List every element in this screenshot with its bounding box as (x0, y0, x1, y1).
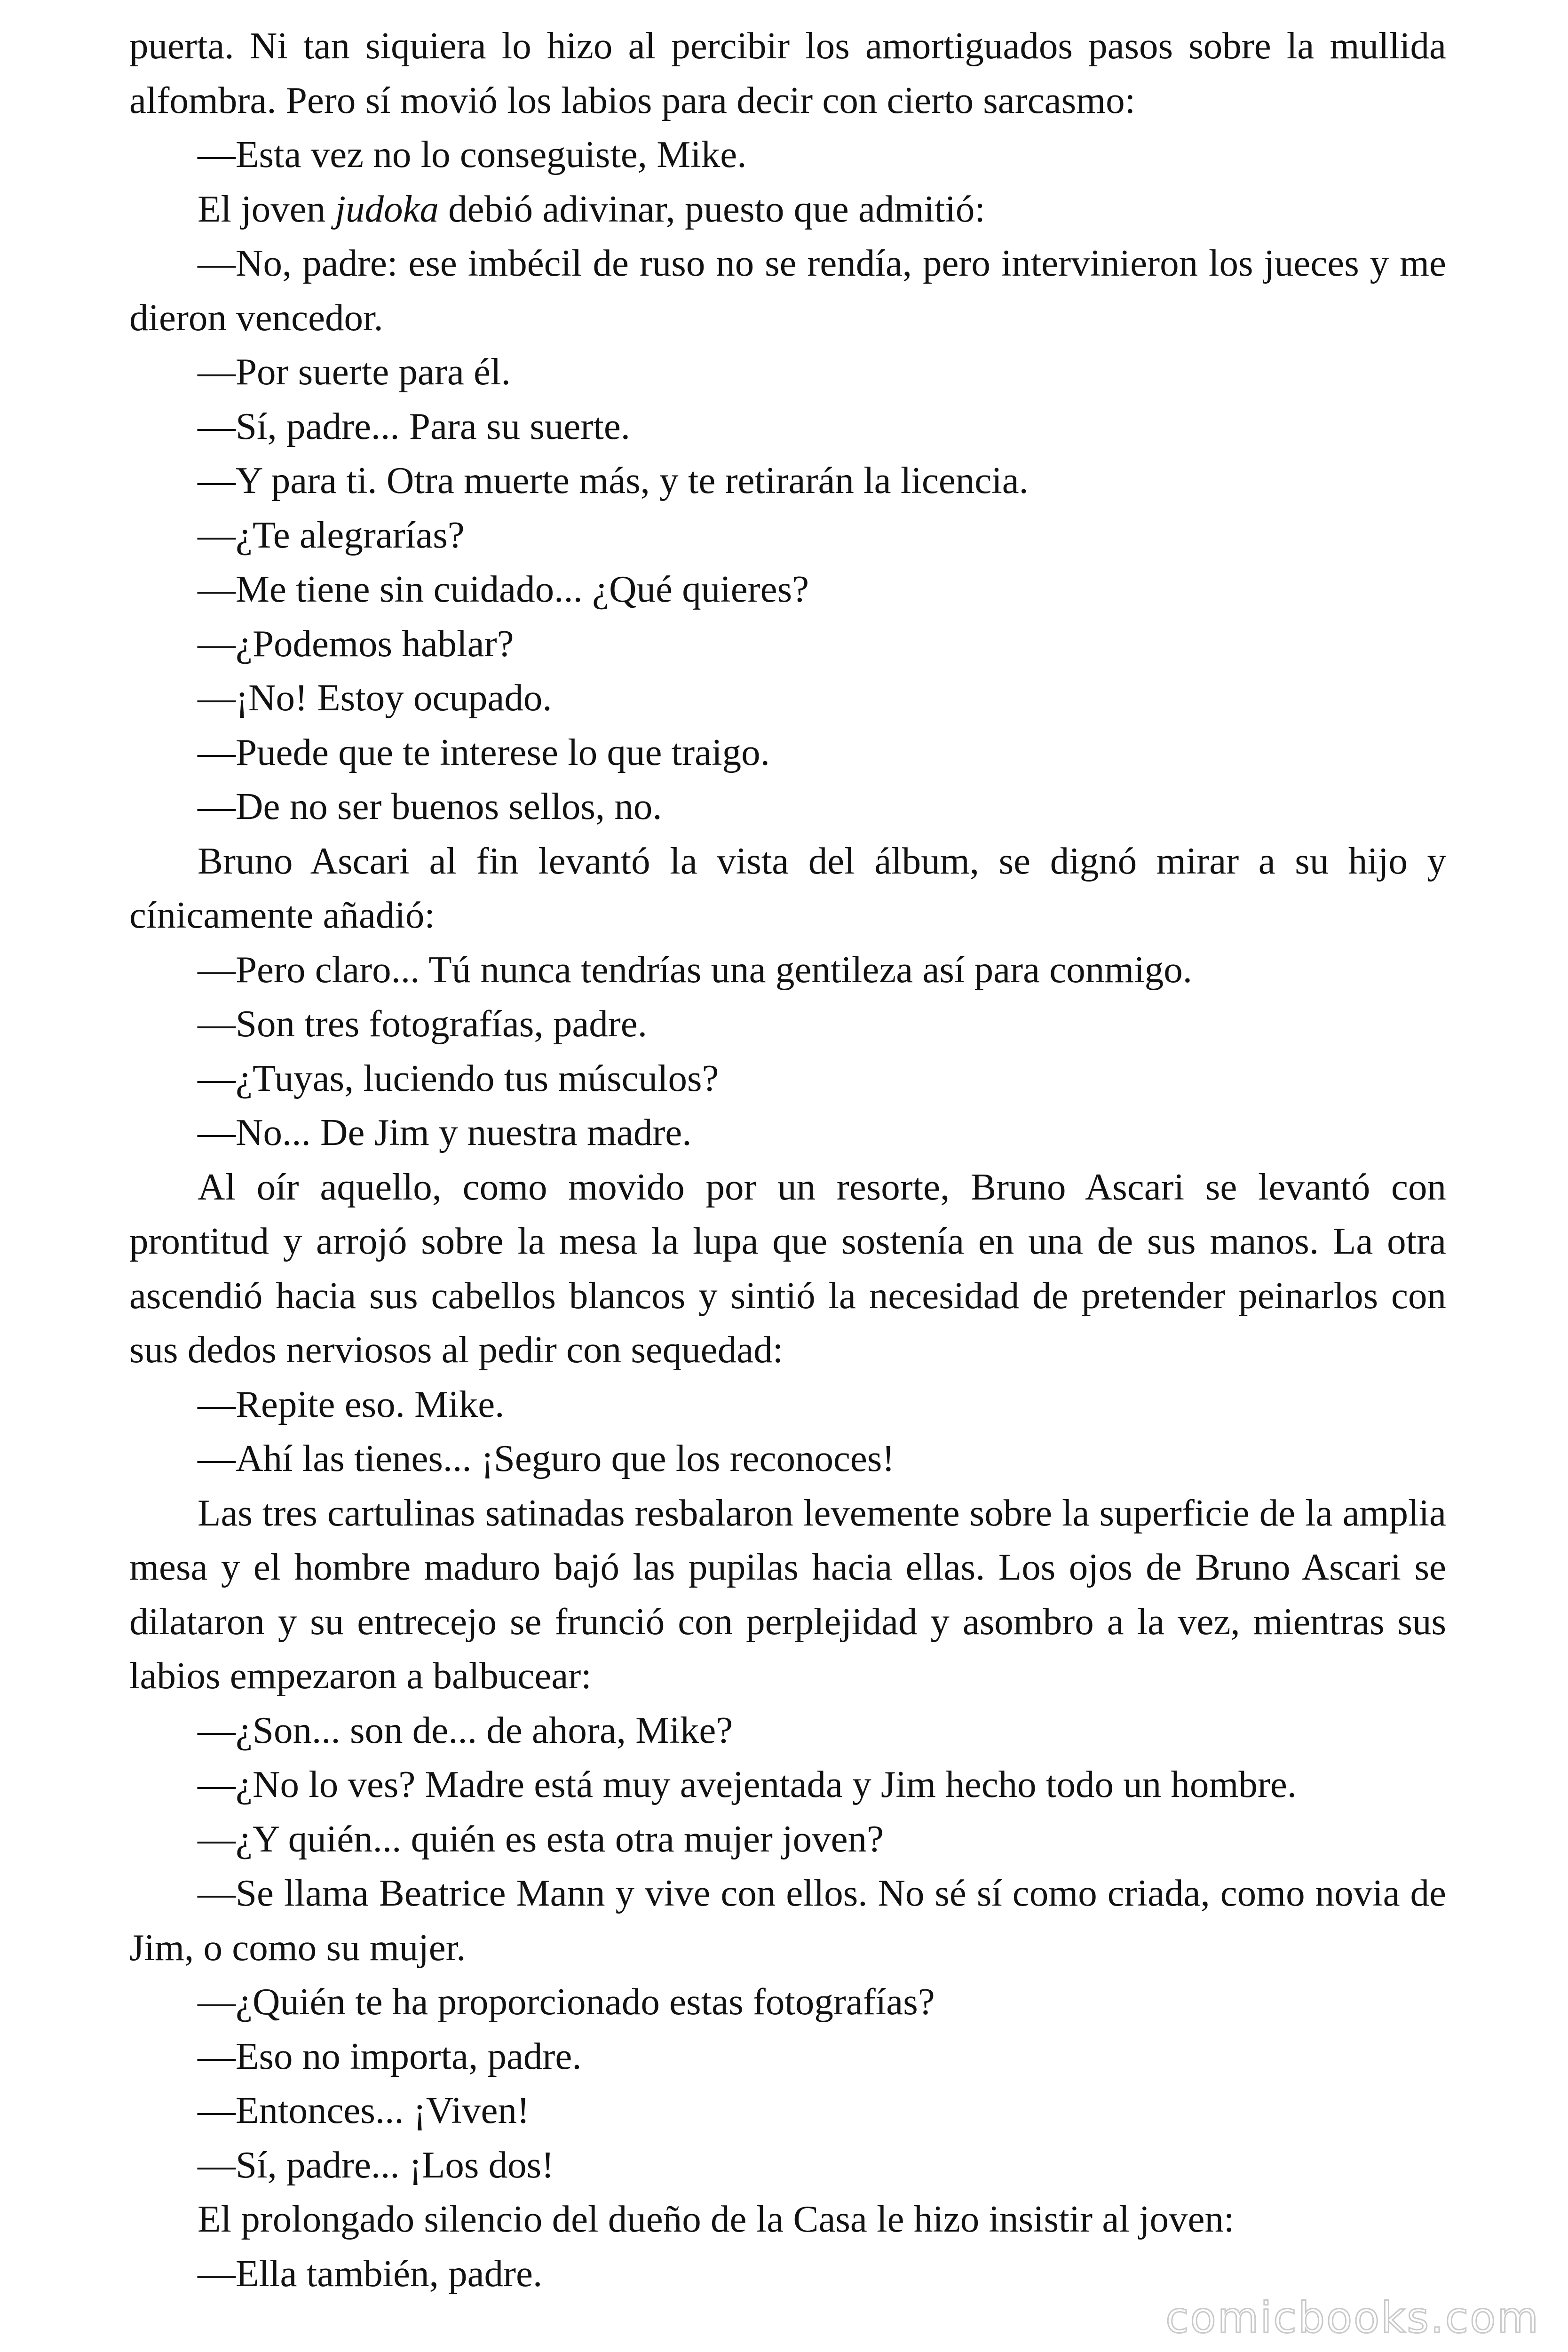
text-run: —Esta vez no lo conseguiste, Mike. (198, 133, 747, 175)
text-run: —¿Quién te ha proporcionado estas fotografías? (198, 1980, 935, 2023)
paragraph (129, 1866, 1446, 1975)
text-run: —Ahí las tienes... ¡Seguro que los reconoces! (198, 1437, 895, 1479)
text-run: Bruno Ascari al fin levantó la vista del álbum, se dignó mirar a su hijo y cínicamente añadió: (129, 839, 1446, 936)
paragraph (129, 779, 1446, 834)
text-run: —Sí, padre... ¡Los dos! (198, 2143, 554, 2186)
paragraph (129, 508, 1446, 563)
paragraph (129, 399, 1446, 454)
paragraph (129, 671, 1446, 725)
text-run: —¿Te alegrarías? (198, 513, 465, 556)
book-page-text (129, 19, 1446, 2301)
text-run: —¿Tuyas, luciendo tus músculos? (198, 1057, 719, 1099)
text-run: —Eso no importa, padre. (198, 2034, 582, 2077)
text-run: El joven (198, 187, 335, 230)
text-run: —Puede que te interese lo que traigo. (198, 731, 770, 773)
italic-text: judoka (335, 187, 439, 230)
text-run: —Pero claro... Tú nunca tendrías una gentileza así para conmigo. (198, 948, 1193, 991)
paragraph (129, 1051, 1446, 1106)
paragraph (129, 2083, 1446, 2138)
text-run: —Me tiene sin cuidado... ¿Qué quieres? (198, 568, 809, 610)
paragraph (129, 943, 1446, 997)
paragraph (129, 2247, 1446, 2301)
paragraph (129, 2029, 1446, 2084)
paragraph (129, 182, 1446, 237)
text-run: —No, padre: ese imbécil de ruso no se rendía, pero intervinieron los jueces y me dieron vencedor. (129, 242, 1446, 339)
text-run: —No... De Jim y nuestra madre. (198, 1111, 692, 1153)
paragraph (129, 127, 1446, 182)
text-run: El prolongado silencio del dueño de la Casa le hizo insistir al joven: (198, 2198, 1235, 2240)
text-run: —Y para ti. Otra muerte más, y te retirarán la licencia. (198, 459, 1029, 501)
text-run: —Son tres fotografías, padre. (198, 1002, 647, 1045)
paragraph (129, 19, 1446, 127)
paragraph (129, 1703, 1446, 1758)
paragraph (129, 1975, 1446, 2029)
paragraph (129, 1105, 1446, 1160)
paragraph (129, 345, 1446, 399)
text-run: —Se llama Beatrice Mann y vive con ellos. No sé sí como criada, como novia de Jim, o como su mujer. (129, 1872, 1446, 1969)
paragraph (129, 453, 1446, 508)
text-run: —¿Y quién... quién es esta otra mujer joven? (198, 1817, 884, 1860)
text-run: puerta. Ni tan siquiera lo hizo al percibir los amortiguados pasos sobre la mullida alfombra. Pero sí movió los labios para decir con cierto sarcasmo: (129, 24, 1446, 121)
text-run: —¿Podemos hablar? (198, 622, 514, 665)
text-run: Al oír aquello, como movido por un resorte, Bruno Ascari se levantó con prontitud y arrojó sobre la mesa la lupa que sostenía en una de sus manos. La otra ascendió hacia sus cabellos blancos y sintió la necesidad de pretender peinarlos con sus dedos nerviosos al pedir con sequedad: (129, 1165, 1446, 1371)
paragraph (129, 1160, 1446, 1377)
text-run: Las tres cartulinas satinadas resbalaron levemente sobre la superficie de la amplia mesa y el hombre maduro bajó las pupilas hacia ellas. Los ojos de Bruno Ascari se dilataron y su entrecejo se frunció con perplejidad y asombro a la vez, mientras sus labios empezaron a balbucear: (129, 1491, 1446, 1697)
paragraph (129, 2192, 1446, 2247)
text-run: —¡No! Estoy ocupado. (198, 676, 552, 719)
text-run: —¿Son... son de... de ahora, Mike? (198, 1708, 733, 1751)
paragraph (129, 617, 1446, 671)
paragraph (129, 1377, 1446, 1432)
text-run: —Por suerte para él. (198, 350, 511, 393)
paragraph (129, 1757, 1446, 1812)
text-run: —¿No lo ves? Madre está muy avejentada y Jim hecho todo un hombre. (198, 1763, 1297, 1805)
watermark: comicbooks.com (1165, 2293, 1540, 2343)
paragraph (129, 725, 1446, 780)
paragraph (129, 562, 1446, 617)
text-run: —Repite eso. Mike. (198, 1383, 505, 1425)
paragraph (129, 1812, 1446, 1867)
text-run: —De no ser buenos sellos, no. (198, 785, 662, 827)
paragraph (129, 834, 1446, 943)
text-run: —Ella también, padre. (198, 2252, 543, 2295)
text-run: —Sí, padre... Para su suerte. (198, 405, 631, 447)
text-run: —Entonces... ¡Viven! (198, 2089, 530, 2131)
text-run: debió adivinar, puesto que admitió: (438, 187, 985, 230)
paragraph (129, 2138, 1446, 2193)
paragraph (129, 1486, 1446, 1703)
paragraph (129, 236, 1446, 345)
paragraph (129, 1431, 1446, 1486)
paragraph (129, 997, 1446, 1051)
